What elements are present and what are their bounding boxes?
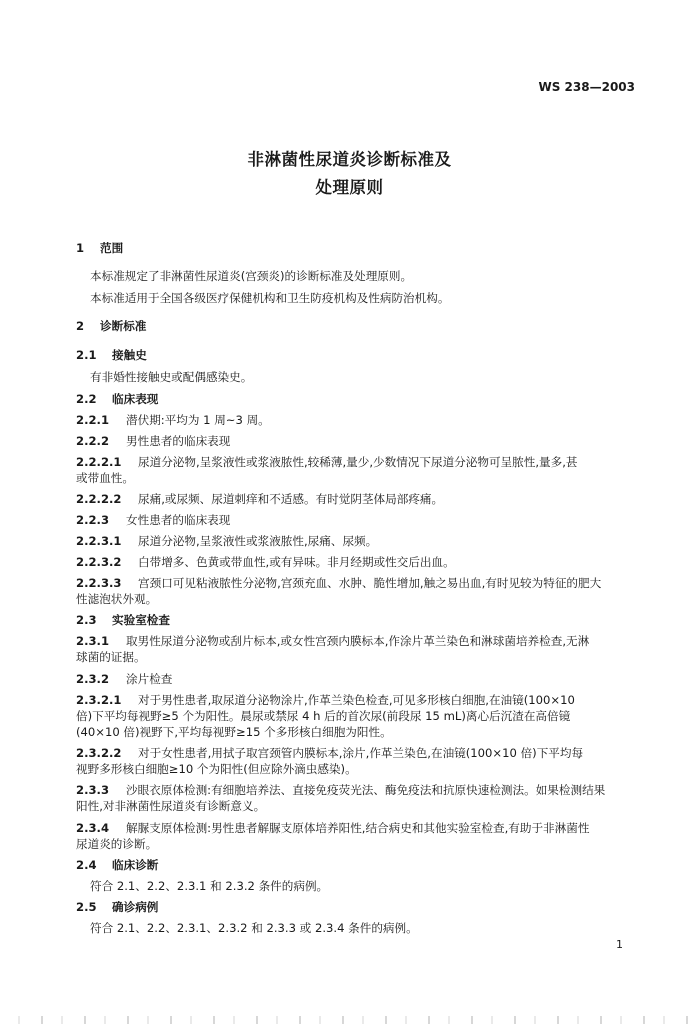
subsection-heading: 2.4 临床诊断 — [76, 858, 159, 872]
paragraph-line: 倍)下平均每视野≥5 个为阳性。晨尿或禁尿 4 h 后的首次尿(前段尿 15 mL)离心后沉渣在高倍镜 — [76, 709, 571, 723]
subsection-heading: 2.3 实验室检查 — [76, 613, 170, 627]
subsection-heading: 2.2 临床表现 — [76, 392, 159, 406]
section-heading: 2 诊断标准 — [76, 319, 147, 333]
clause-line: 2.3.2.2 对于女性患者,用拭子取宫颈管内膜标本,涂片,作革兰染色,在油镜(100×10 倍)下平均每 — [76, 746, 584, 760]
paragraph-line: 或带血性。 — [76, 471, 134, 485]
paragraph-line: 本标准适用于全国各级医疗保健机构和卫生防疫机构及性病防治机构。 — [90, 291, 450, 305]
document-title-line-1: 非淋菌性尿道炎诊断标准及 — [247, 150, 452, 169]
section-heading: 1 范围 — [76, 241, 124, 255]
clause-line: 2.2.3.2 白带增多、色黄或带血性,或有异味。非月经期或性交后出血。 — [76, 555, 455, 569]
clause-line: 2.3.3 沙眼衣原体检测:有细胞培养法、直接免疫荧光法、酶免疫法和抗原快速检测法。如果检测结果 — [76, 783, 606, 797]
paragraph-line: (40×10 倍)视野下,平均每视野≥15 个多形核白细胞为阳性。 — [76, 725, 392, 739]
clause-line: 2.2.2.2 尿痛,或尿频、尿道刺痒和不适感。有时觉阴茎体局部疼痛。 — [76, 492, 444, 506]
clause-line: 2.2.2 男性患者的临床表现 — [76, 434, 231, 448]
paragraph-line: 阳性,对非淋菌性尿道炎有诊断意义。 — [76, 799, 266, 813]
subsection-heading: 2.1 接触史 — [76, 348, 147, 362]
paragraph-line: 符合 2.1、2.2、2.3.1、2.3.2 和 2.3.3 或 2.3.4 条件的病例。 — [90, 921, 418, 935]
scan-artifact-edge — [0, 1016, 699, 1024]
paragraph-line: 本标准规定了非淋菌性尿道炎(宫颈炎)的诊断标准及处理原则。 — [90, 269, 413, 283]
clause-line: 2.2.1 潜伏期:平均为 1 周~3 周。 — [76, 413, 270, 427]
clause-line: 2.2.3 女性患者的临床表现 — [76, 513, 231, 527]
document-code: WS 238—2003 — [538, 80, 635, 94]
paragraph-line: 球菌的证据。 — [76, 650, 146, 664]
clause-line: 2.3.4 解脲支原体检测:男性患者解脲支原体培养阳性,结合病史和其他实验室检查,有助于非淋菌性 — [76, 821, 590, 835]
paragraph-line: 视野多形核白细胞≥10 个为阳性(但应除外滴虫感染)。 — [76, 762, 357, 776]
clause-line: 2.3.2 涂片检查 — [76, 672, 173, 686]
paragraph-line: 性滤泡状外观。 — [76, 592, 158, 606]
subsection-heading: 2.5 确诊病例 — [76, 900, 159, 914]
paragraph-line: 有非婚性接触史或配偶感染史。 — [90, 370, 253, 384]
clause-line: 2.2.3.3 宫颈口可见粘液脓性分泌物,宫颈充血、水肿、脆性增加,触之易出血,有时见较为特征的肥大 — [76, 576, 602, 590]
clause-line: 2.2.2.1 尿道分泌物,呈浆液性或浆液脓性,较稀薄,量少,少数情况下尿道分泌物可呈脓性,量多,甚 — [76, 455, 578, 469]
page-number: 1 — [616, 938, 623, 951]
clause-line: 2.2.3.1 尿道分泌物,呈浆液性或浆液脓性,尿痛、尿频。 — [76, 534, 378, 548]
clause-line: 2.3.1 取男性尿道分泌物或刮片标本,或女性宫颈内膜标本,作涂片革兰染色和淋球菌培养检查,无淋 — [76, 634, 590, 648]
clause-line: 2.3.2.1 对于男性患者,取尿道分泌物涂片,作革兰染色检查,可见多形核白细胞,在油镜(100×10 — [76, 693, 575, 707]
paragraph-line: 符合 2.1、2.2、2.3.1 和 2.3.2 条件的病例。 — [90, 879, 329, 893]
document-title-line-2: 处理原则 — [315, 178, 384, 197]
paragraph-line: 尿道炎的诊断。 — [76, 837, 158, 851]
